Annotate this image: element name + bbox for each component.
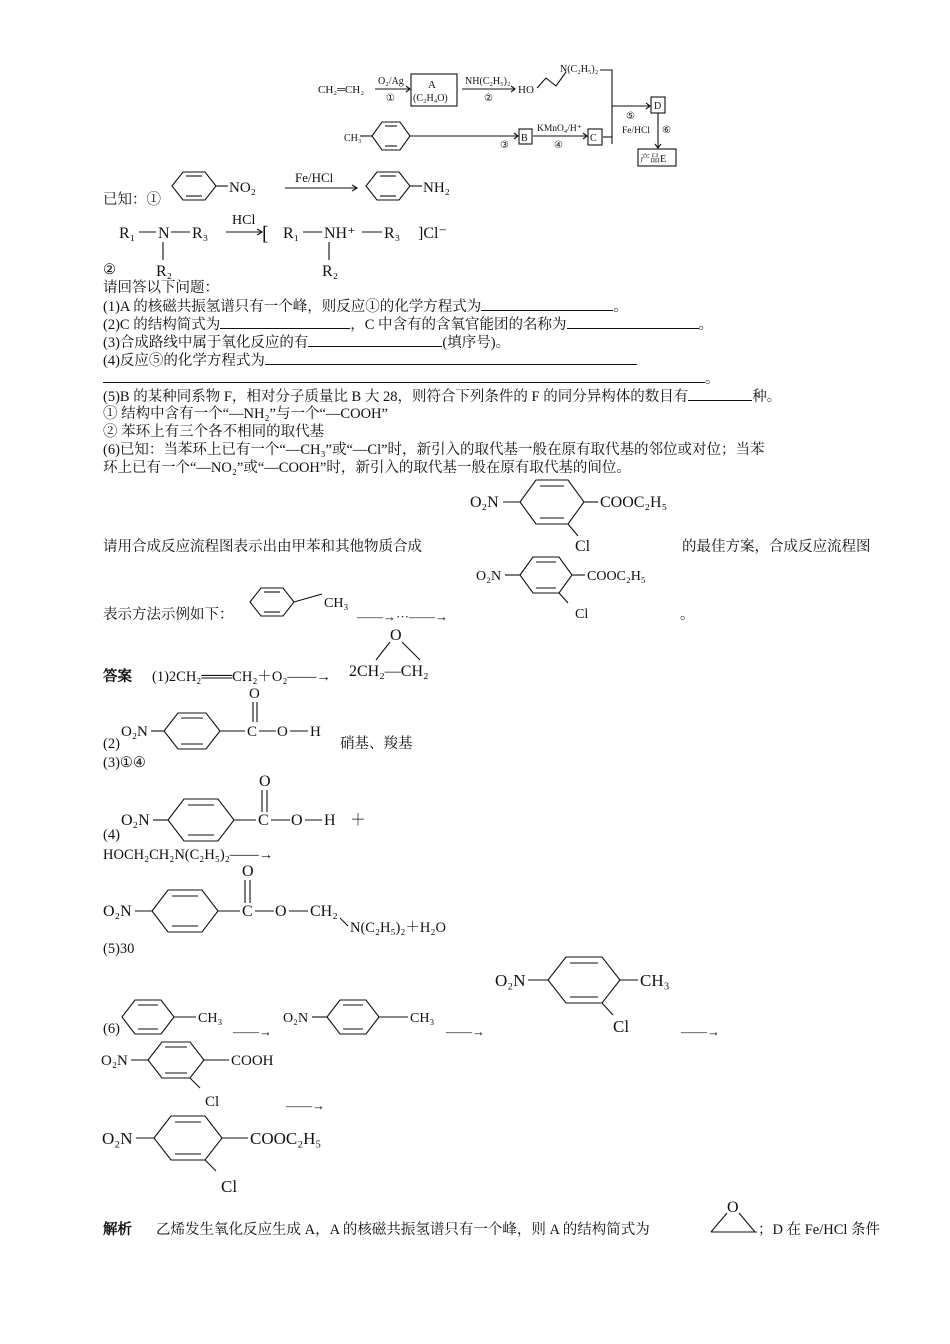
n-label: N [158,225,170,242]
a6-ch3-1: CH₃ [198,1011,223,1026]
a6-o2n-2: O₂N [495,971,526,990]
a6-ch3-3: CH₃ [640,971,670,990]
a4-o2n: O₂N [121,812,150,829]
r3-label: R₃ [192,225,209,242]
a2-o2n: O₂N [121,724,148,740]
answer-2: (2) [103,736,120,752]
condition-2: ② 苯环上有三个各不相同的取代基 [103,424,325,440]
question-1: (1)A 的核磁共振氢谱只有一个峰，则反应①的化学方程式为 。 [103,299,628,315]
fehcl-label-known: Fe/HCl [295,170,334,185]
step1-label: ① [386,93,395,104]
r3-label-2: R₃ [384,225,401,242]
ethylene-label: CH₂═CH₂ [318,84,365,96]
cooc2h5-label-2: COOC₂H₅ [587,569,646,584]
step6-label: ⑥ [662,125,671,136]
a6-cl-2: Cl [205,1094,220,1110]
a4p-o2n: O₂N [103,903,132,920]
a6-arrow-3: ——→ [681,1024,720,1039]
box-b-label: B [521,133,528,144]
r1-label: R₁ [119,225,136,242]
answer-4-tail: N(C₂H₅)₂＋H₂O [350,920,446,936]
r2-label-2: R₂ [322,263,339,280]
step3-label: ③ [500,140,509,151]
a6-o2n-1: O₂N [283,1011,309,1026]
epoxide-o: O [390,627,402,644]
questions-intro: 请回答以下问题： [103,280,219,296]
analysis-text: 乙烯发生氧化反应生成 A，A 的核磁共振氢谱只有一个峰，则 A 的结构简式为 [156,1222,650,1238]
r2-label: R₂ [156,263,173,280]
question-6-line2: 环上已有一个“—NO₂”或“—COOH”时，新引入的取代基一般在原有取代基的间位。 [103,460,631,476]
a6-cooh: COOH [231,1053,274,1069]
hcl-label: HCl [232,213,256,228]
question-6-line4b: 。 [680,607,695,623]
a6-arrow-2: ——→ [446,1024,485,1039]
answer-4-reactant [0,766,950,856]
nhplus-label: NH⁺ [324,225,356,242]
answer-3: (3)①④ [103,755,146,771]
known-label: 已知：① [103,192,161,208]
a4-o: O [291,812,303,829]
ch3-label: CH₃ [324,596,349,611]
box-c-label: C [590,133,597,144]
question-2: (2)C 的结构简式为 ，C 中含有的含氧官能团的名称为 。 [103,317,713,333]
cl-label: Cl [575,538,591,555]
nhet2-label: NH(C₂H₅)₂ [465,76,511,87]
a2-c: C [247,724,258,740]
a2-o: O [277,724,288,740]
kmno4-label: KMnO₄/H⁺ [537,124,582,134]
question-6-line1: (6)已知：当苯环上已有一个“—CH₃”或“—Cl”时，新引入的取代基一般在原有取代基的邻位或对位；当苯 [103,442,765,458]
a6-o2n-3: O₂N [101,1053,128,1069]
question-3: (3)合成路线中属于氧化反应的有 (填序号)。 [103,335,511,351]
left-bracket: [ [262,223,269,245]
o2n-label-2: O₂N [476,569,502,584]
answer-6-row2 [0,1038,950,1113]
box-e-label: 产品E [640,154,667,165]
dots-arrow: ——→···——→ [357,609,448,624]
a4-o-top: O [259,773,271,790]
reaction-scheme [0,0,950,180]
nh2-label: NH₂ [423,180,450,196]
ho-label: HO [518,84,534,96]
question-6-line4a: 表示方法示例如下： [103,607,234,623]
cl-label-2: Cl [575,607,589,622]
answer-5: (5)30 [103,941,135,957]
analysis-tail: ；D 在 Fe/HCl 条件 [758,1222,881,1238]
a4-plus: ＋ [350,812,367,829]
answer-2-molecule [0,682,950,762]
r1-label-2: R₁ [283,225,300,242]
answer-4: (4) [103,827,120,843]
box-d-label: D [654,101,662,112]
answer-6-row1 [0,960,950,1050]
answer-2-text: 硝基、羧基 [340,736,413,752]
a4-h: H [324,812,336,829]
right-bracket-cl: ]Cl⁻ [418,225,447,242]
a2-h: H [310,724,321,740]
a4p-c: C [242,903,253,920]
a4p-o: O [275,903,287,920]
box-a-label: A [428,79,436,91]
a6-cl-3: Cl [221,1177,238,1196]
step2-label: ② [484,93,493,104]
question-4: (4)反应⑤的化学方程式为 [103,352,637,370]
analysis-label: 解析 [103,1222,132,1238]
question-4-line2: 。 [103,370,720,388]
box-a-formula: (C₂H₄O) [413,93,448,104]
epoxide-formula: 2CH₂—CH₂ [349,663,429,680]
analysis-epoxide-o: O [727,1199,739,1216]
fehcl-label: Fe/HCl [622,126,650,136]
no2-label: NO₂ [229,180,256,196]
a6-ch3-2: CH₃ [410,1011,435,1026]
question-6-line3a: 请用合成反应流程图表示出由甲苯和其他物质合成 [103,539,422,555]
epoxide-product [0,624,950,684]
a4-c: C [258,812,269,829]
answer-6: (6) [103,1021,120,1037]
question-6-line3b: 的最佳方案，合成反应流程图 [682,539,871,555]
answer-1: (1)2CH₂═══CH₂＋O₂——→ [152,669,331,685]
o2n-label: O₂N [470,494,499,511]
a6-arrow-1: ——→ [233,1024,272,1039]
example-toluene [0,580,950,630]
answer-4-reagent: HOCH₂CH₂N(C₂H₅)₂——→ [103,847,274,863]
known-label-2: ② [103,262,116,278]
a6-cl-1: Cl [613,1017,630,1036]
a6-arrow-4: ——→ [286,1098,325,1113]
step4-label: ④ [554,140,563,151]
a6-o2n-4: O₂N [102,1129,133,1148]
answer-4-product [0,858,950,948]
condition-1: ① 结构中含有一个“—NH₂”与一个“—COOH” [103,406,388,422]
cooc2h5-label: COOC₂H₅ [600,494,668,511]
a2-o-top: O [249,686,260,702]
step5-label: ⑤ [626,111,635,122]
o2ag-label: O₂/Ag [378,76,404,87]
answer-label: 答案 [103,669,132,685]
net2-label: N(C₂H₅)₂ [560,64,599,75]
a4p-o-top: O [242,863,254,880]
known-reaction-2 [0,210,950,280]
question-5: (5)B 的某种同系物 F，相对分子质量比 B 大 28，则符合下列条件的 F 的同分异构体的数目有 种。 [103,389,782,405]
answer-6-row3 [0,1108,950,1198]
a6-cooc2h5: COOC₂H₅ [250,1129,322,1148]
a4p-ch2: CH₂ [310,903,338,920]
toluene-ch3-label: CH₃ [344,133,362,144]
